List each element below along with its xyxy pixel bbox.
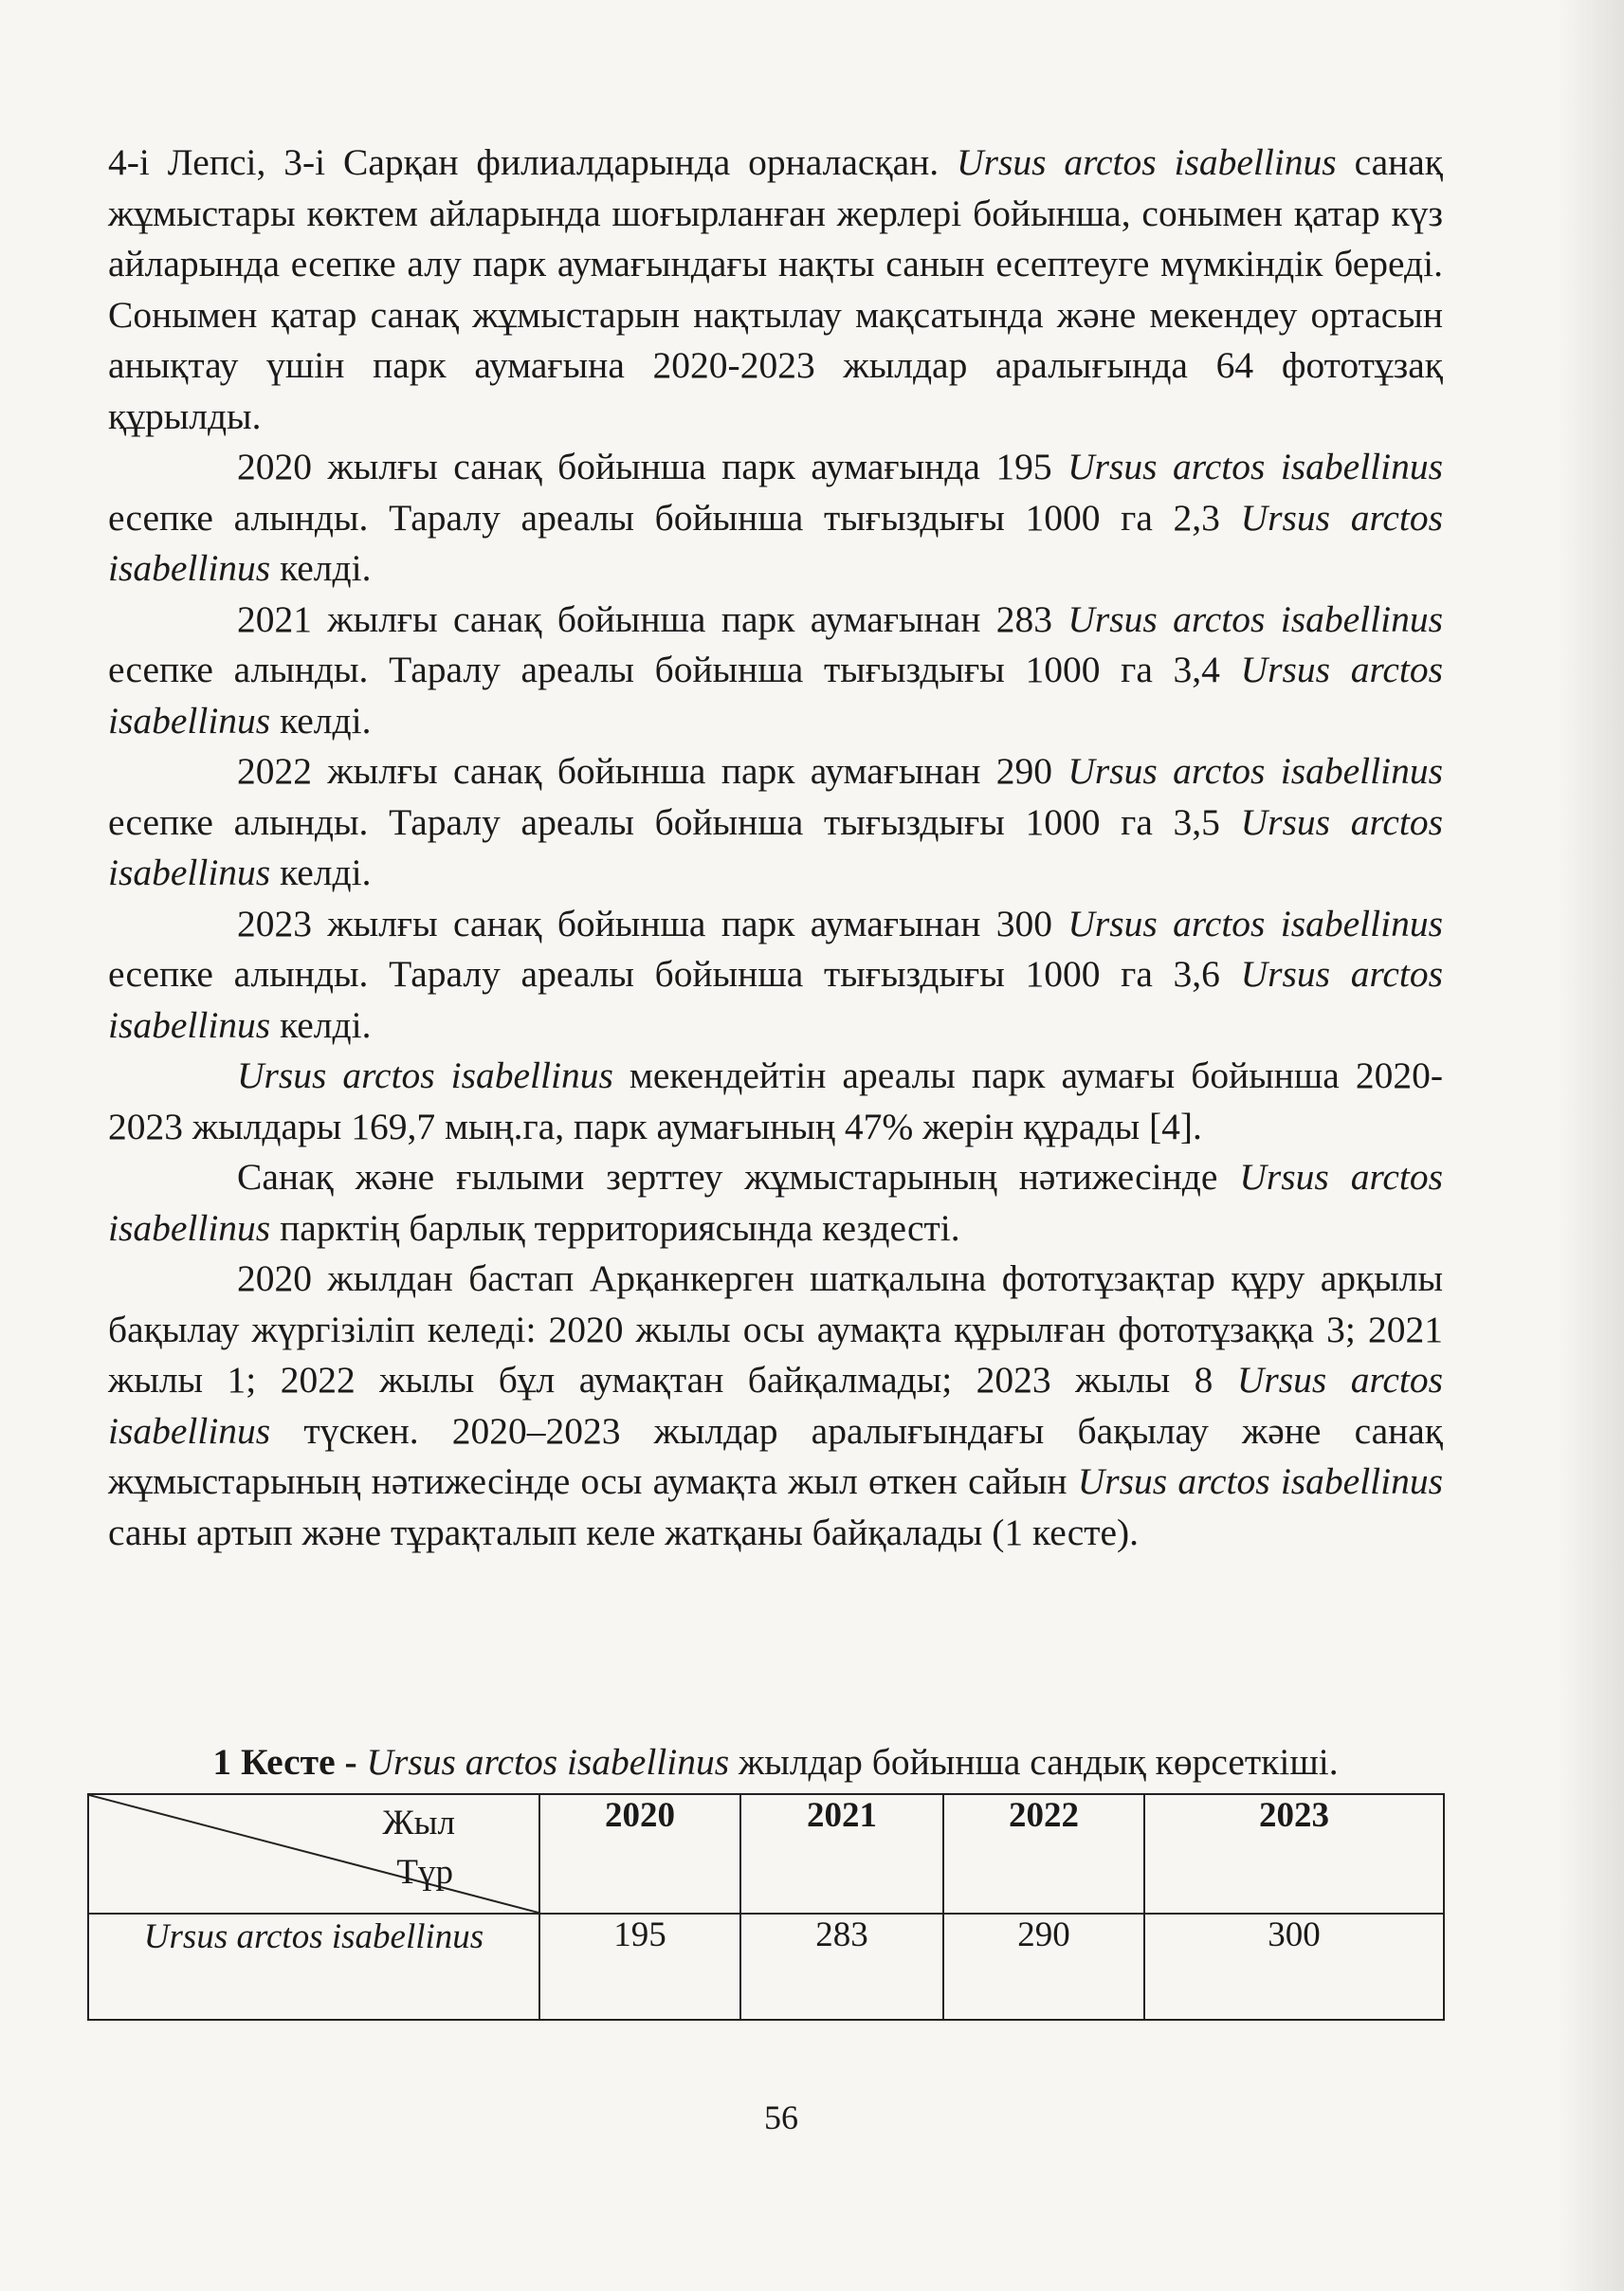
text-run: 2023 жылғы санақ бойынша парк аумағынан 300 <box>237 902 1068 944</box>
body-text <box>108 137 1443 1558</box>
species-name: Ursus arctos isabellinus <box>108 649 1443 742</box>
paragraph <box>108 1051 1443 1152</box>
species-name: Ursus arctos isabellinus <box>108 1156 1443 1249</box>
paragraph <box>108 137 1443 442</box>
count-cell: 300 <box>1144 1914 1444 2020</box>
species-name: Ursus arctos isabellinus <box>1067 902 1443 944</box>
text-run: 2020 жылғы санақ бойынша парк аумағында 195 <box>237 446 1068 487</box>
corner-label-year: Жыл <box>382 1804 455 1842</box>
text-run: парктің барлық территориясында кездесті. <box>270 1206 960 1249</box>
page-number: 56 <box>764 2099 798 2136</box>
table-caption-species: Ursus arctos isabellinus <box>366 1741 730 1783</box>
table-header-row <box>88 1794 1444 1914</box>
count-cell: 195 <box>539 1914 740 2020</box>
text-run: есепке алынды. Таралу ареалы бойынша тығыздығы 1000 га 3,6 <box>108 953 1241 995</box>
count-cell: 283 <box>740 1914 943 2020</box>
paragraph <box>108 899 1443 1052</box>
species-name: Ursus arctos isabellinus <box>108 800 1443 893</box>
text-run: 4-і Лепсі, 3-і Сарқан филиалдарында орналасқан. <box>108 141 958 183</box>
text-run: келді. <box>270 1003 372 1046</box>
text-run: түскен. 2020–2023 жылдар аралығындағы бақылау және санақ жұмыстарының нәтижесінде осы аумақта жыл өткен сайын <box>108 1409 1443 1502</box>
text-run: 2022 жылғы санақ бойынша парк аумағынан 290 <box>237 750 1068 792</box>
table-corner-cell <box>88 1794 539 1914</box>
paragraph <box>108 442 1443 595</box>
species-cell: Ursus arctos isabellinus <box>88 1914 539 2020</box>
year-header: 2020 <box>539 1794 740 1914</box>
species-name: Ursus arctos isabellinus <box>237 1054 613 1096</box>
species-name: Ursus arctos isabellinus <box>108 496 1443 589</box>
data-table <box>87 1793 1445 2021</box>
species-name: Ursus arctos isabellinus <box>108 1359 1443 1452</box>
count-cell: 290 <box>943 1914 1144 2020</box>
page-edge-shadow <box>1558 0 1624 2291</box>
text-run: мекендейтін ареалы парк аумағы бойынша 2020-2023 жылдары 169,7 мың.га, парк аумағының 47% жерін құрады [4]. <box>108 1054 1443 1147</box>
paragraph <box>108 595 1443 747</box>
species-name: Ursus arctos isabellinus <box>1077 1460 1443 1502</box>
text-run: есепке алынды. Таралу ареалы бойынша тығыздығы 1000 га 2,3 <box>108 496 1241 539</box>
species-name: Ursus arctos isabellinus <box>1067 446 1443 487</box>
diagonal-divider <box>89 1795 538 1913</box>
text-run: Санақ және ғылыми зерттеу жұмыстарының нәтижесінде <box>237 1156 1240 1198</box>
paragraph <box>108 746 1443 899</box>
species-name: Ursus arctos isabellinus <box>1067 750 1443 792</box>
text-run: санақ жұмыстары көктем айларында шоғырланған жерлері бойынша, сонымен қатар күз айларында есепке алу парк аумағындағы нақты санын есептеуге мүмкіндік береді. Сонымен қатар санақ жұмыстарын нақтылау мақсатында және мекендеу ортасын анықтау үшін парк аумағына 2020-2023 жылдар аралығында 64 фототұзақ құрылды. <box>108 141 1443 437</box>
text-run: 2021 жылғы санақ бойынша парк аумағынан 283 <box>237 597 1068 640</box>
text-run: есепке алынды. Таралу ареалы бойынша тығыздығы 1000 га 3,4 <box>108 649 1241 690</box>
text-run: келді. <box>270 852 372 893</box>
year-header: 2021 <box>740 1794 943 1914</box>
year-header: 2022 <box>943 1794 1144 1914</box>
text-run: келді. <box>270 699 372 742</box>
species-name: Ursus arctos isabellinus <box>1067 597 1443 640</box>
text-run: саны артып және тұрақталып келе жатқаны байқалады (1 кесте). <box>108 1511 1140 1553</box>
table-caption-label: 1 Кесте - <box>212 1741 367 1783</box>
text-run: есепке алынды. Таралу ареалы бойынша тығыздығы 1000 га 3,5 <box>108 800 1241 843</box>
paragraph <box>108 1152 1443 1254</box>
species-name: Ursus arctos isabellinus <box>108 953 1443 1046</box>
table-row <box>88 1914 1444 2020</box>
table-caption <box>108 1738 1443 1786</box>
corner-label-type: Түр <box>396 1853 453 1892</box>
paragraph <box>108 1254 1443 1558</box>
text-run: келді. <box>270 547 372 589</box>
species-name: Ursus arctos isabellinus <box>957 141 1337 183</box>
table-caption-rest: жылдар бойынша сандық көрсеткіші. <box>729 1741 1339 1783</box>
year-header: 2023 <box>1144 1794 1444 1914</box>
text-run: 2020 жылдан бастап Арқанкерген шатқалына фототұзақтар құру арқылы бақылау жүргізіліп келеді: 2020 жылы осы аумақта құрылған фототұзаққа 3; 2021 жылы 1; 2022 жылы бұл аумақтан байқалмады; 2023 жылы 8 <box>108 1257 1443 1401</box>
